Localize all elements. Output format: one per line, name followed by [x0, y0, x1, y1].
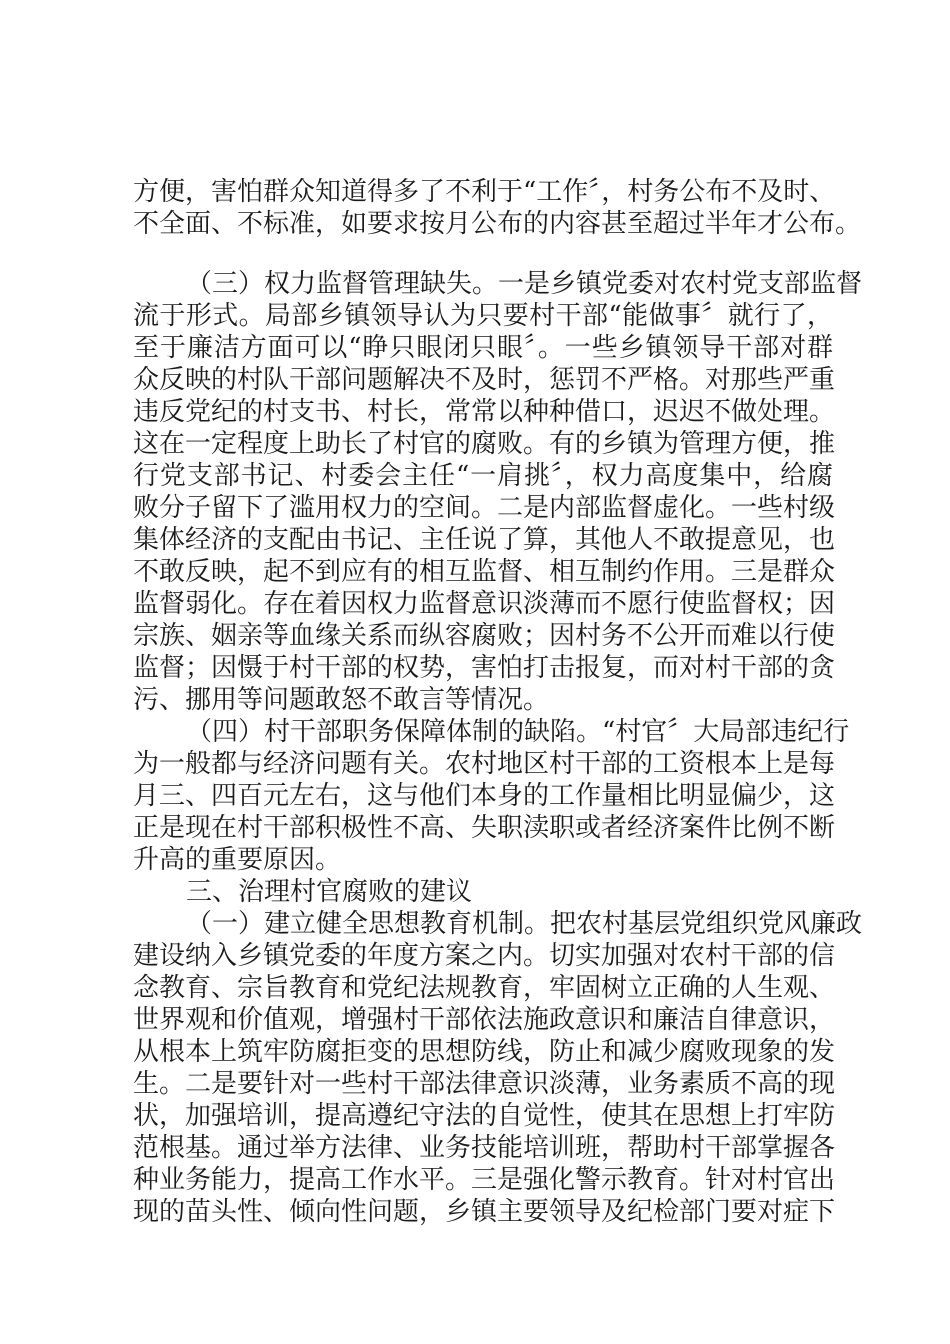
text-line: 升高的重要原因。 — [133, 845, 342, 875]
text-line: 为一般都与经济问题有关。农村地区村干部的工资根本上是每 — [133, 749, 836, 779]
text-line: 宗族、姻亲等血缘关系而纵容腐败；因村务不公开而难以行使 — [133, 621, 836, 651]
paragraph-start: （一）建立健全思想教育机制。把农村基层党组织党风廉政 — [186, 909, 863, 939]
text-line: 集体经济的支配由书记、主任说了算，其他人不敢提意见，也 — [133, 525, 836, 555]
text-line: 正是现在村干部积极性不高、失职渎职或者经济案件比例不断 — [133, 813, 836, 843]
text-line: 月三、四百元左右，这与他们本身的工作量相比明显偏少，这 — [133, 781, 836, 811]
text-line: 败分子留下了滥用权力的空间。二是内部监督虚化。一些村级 — [133, 493, 836, 523]
text-line: 世界观和价值观，增强村干部依法施政意识和廉洁自律意识， — [133, 1005, 836, 1035]
text-line: 至于廉洁方面可以“睁只眼闭只眼〞。一些乡镇领导干部对群 — [133, 333, 833, 363]
text-line: 现的苗头性、倾向性问题，乡镇主要领导及纪检部门要对症下 — [133, 1197, 836, 1227]
text-line: 从根本上筑牢防腐拒变的思想防线，防止和减少腐败现象的发 — [133, 1037, 836, 1067]
text-line: 违反党纪的村支书、村长，常常以种种借口，迟迟不做处理。 — [133, 397, 836, 427]
text-line: 行党支部书记、村委会主任“一肩挑〞，权力高度集中，给腐 — [133, 461, 833, 491]
text-line: 这在一定程度上助长了村官的腐败。有的乡镇为管理方便，推 — [133, 429, 836, 459]
text-line: 建设纳入乡镇党委的年度方案之内。切实加强对农村干部的信 — [133, 941, 836, 971]
section-heading: 三、治理村官腐败的建议 — [186, 877, 473, 907]
text-line: 生。二是要针对一些村干部法律意识淡薄，业务素质不高的现 — [133, 1069, 836, 1099]
text-line: 方便，害怕群众知道得多了不利于“工作〞，村务公布不及时、 — [133, 177, 836, 207]
text-line: 状，加强培训，提高遵纪守法的自觉性，使其在思想上打牢防 — [133, 1101, 836, 1131]
text-line: 监督；因慑于村干部的权势，害怕打击报复，而对村干部的贪 — [133, 653, 836, 683]
text-line: 不敢反映，起不到应有的相互监督、相互制约作用。三是群众 — [133, 557, 836, 587]
text-line: 监督弱化。存在着因权力监督意识淡薄而不愿行使监督权；因 — [133, 589, 836, 619]
paragraph-start: （三）权力监督管理缺失。一是乡镇党委对农村党支部监督 — [186, 269, 863, 299]
text-line: 范根基。通过举方法律、业务技能培训班，帮助村干部掌握各 — [133, 1133, 836, 1163]
text-line: 众反映的村队干部问题解决不及时，惩罚不严格。对那些严重 — [133, 365, 836, 395]
text-line: 念教育、宗旨教育和党纪法规教育，牢固树立正确的人生观、 — [133, 973, 836, 1003]
text-line: 流于形式。局部乡镇领导认为只要村干部“能做事〞就行了， — [133, 301, 833, 331]
text-line: 污、挪用等问题敢怒不敢言等情况。 — [133, 685, 550, 715]
paragraph-start: （四）村干部职务保障体制的缺陷。“村官〞大局部违纪行 — [186, 717, 850, 747]
text-line: 种业务能力，提高工作水平。三是强化警示教育。针对村官出 — [133, 1165, 836, 1195]
text-line: 不全面、不标准，如要求按月公布的内容甚至超过半年才公布。 — [133, 209, 862, 239]
